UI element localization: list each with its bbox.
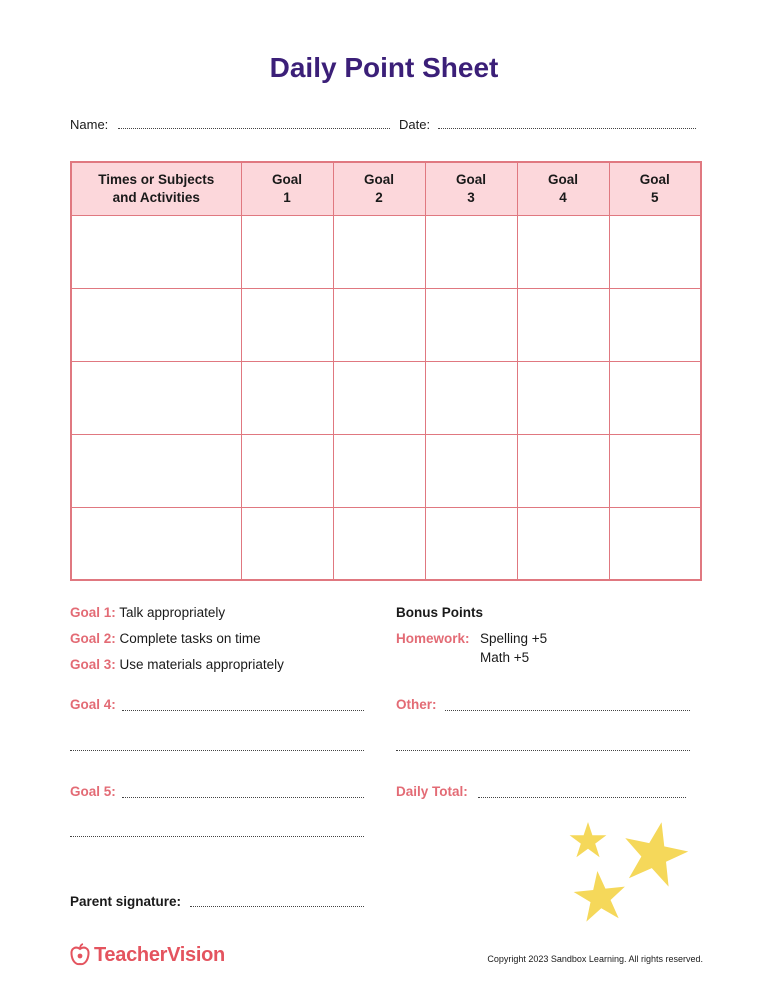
goal-1-label: Goal 1: [70,605,116,620]
table-cell[interactable] [71,288,241,361]
table-cell[interactable] [425,361,517,434]
other-label: Other: [396,697,437,712]
table-cell[interactable] [609,215,701,288]
col-header-goal-3: Goal 3 [425,162,517,215]
daily-total-label: Daily Total: [396,784,468,799]
table-cell[interactable] [425,507,517,580]
homework-item-math: Math +5 [480,650,530,665]
table-row [71,434,701,507]
goal-5-label: Goal 5: [70,784,116,799]
table-cell[interactable] [333,361,425,434]
goal-5-field[interactable] [122,797,364,798]
table-cell[interactable] [241,361,333,434]
apple-icon [70,943,90,967]
table-cell[interactable] [71,434,241,507]
table-cell[interactable] [609,434,701,507]
table-cell[interactable] [517,361,609,434]
bonus-points-title: Bonus Points [396,605,483,620]
table-cell[interactable] [425,288,517,361]
date-field[interactable] [438,128,696,129]
table-cell[interactable] [241,507,333,580]
star-icon [572,868,628,924]
goal-2-label: Goal 2: [70,631,116,646]
table-cell[interactable] [517,288,609,361]
col-header-goal-5: Goal 5 [609,162,701,215]
table-cell[interactable] [425,215,517,288]
name-label: Name: [70,117,109,132]
goal-1-text: Talk appropriately [119,605,226,620]
goal-4-field-line-2[interactable] [70,750,364,751]
table-cell[interactable] [71,361,241,434]
table-cell[interactable] [241,434,333,507]
star-icon [620,818,690,888]
table-cell[interactable] [609,507,701,580]
goal-3-label: Goal 3: [70,657,116,672]
table-cell[interactable] [517,215,609,288]
goal-2-legend [70,631,261,646]
table-cell[interactable] [71,507,241,580]
table-cell[interactable] [71,215,241,288]
date-label: Date: [399,117,431,132]
table-cell[interactable] [333,434,425,507]
col-header-goal-4: Goal 4 [517,162,609,215]
table-cell[interactable] [241,215,333,288]
table-cell[interactable] [333,215,425,288]
goal-2-text: Complete tasks on time [119,631,261,646]
goal-5-field-line-2[interactable] [70,836,364,837]
table-header-row [71,162,701,215]
table-cell[interactable] [333,507,425,580]
table-cell[interactable] [517,507,609,580]
table-cell[interactable] [517,434,609,507]
goal-4-field[interactable] [122,710,364,711]
star-icon [568,820,608,860]
teachervision-logo [70,942,225,968]
daily-total-field[interactable] [478,797,686,798]
table-cell[interactable] [609,361,701,434]
table-cell[interactable] [425,434,517,507]
goal-1-legend [70,605,225,620]
table-row [71,288,701,361]
goal-3-text: Use materials appropriately [119,657,284,672]
homework-item-spelling: Spelling +5 [480,631,548,646]
point-table [70,161,702,581]
goal-4-label: Goal 4: [70,697,116,712]
other-field-line-2[interactable] [396,750,690,751]
page-title: Daily Point Sheet [269,52,499,83]
goal-3-legend [70,657,284,672]
col-header-goal-1: Goal 1 [241,162,333,215]
table-cell[interactable] [333,288,425,361]
table-row [71,215,701,288]
logo-text: TeacherVision [94,943,225,966]
col-header-subjects: Times or Subjects and Activities [71,162,241,215]
parent-signature-label: Parent signature: [70,894,182,909]
name-field[interactable] [118,128,390,129]
table-row [71,507,701,580]
table-row [71,361,701,434]
table-cell[interactable] [609,288,701,361]
parent-signature-field[interactable] [190,906,364,907]
col-header-goal-2: Goal 2 [333,162,425,215]
table-cell[interactable] [241,288,333,361]
copyright-text: Copyright 2023 Sandbox Learning. All rights reserved. [487,954,703,964]
name-date-row [70,117,700,137]
other-field[interactable] [445,710,690,711]
homework-label: Homework: [396,631,470,646]
